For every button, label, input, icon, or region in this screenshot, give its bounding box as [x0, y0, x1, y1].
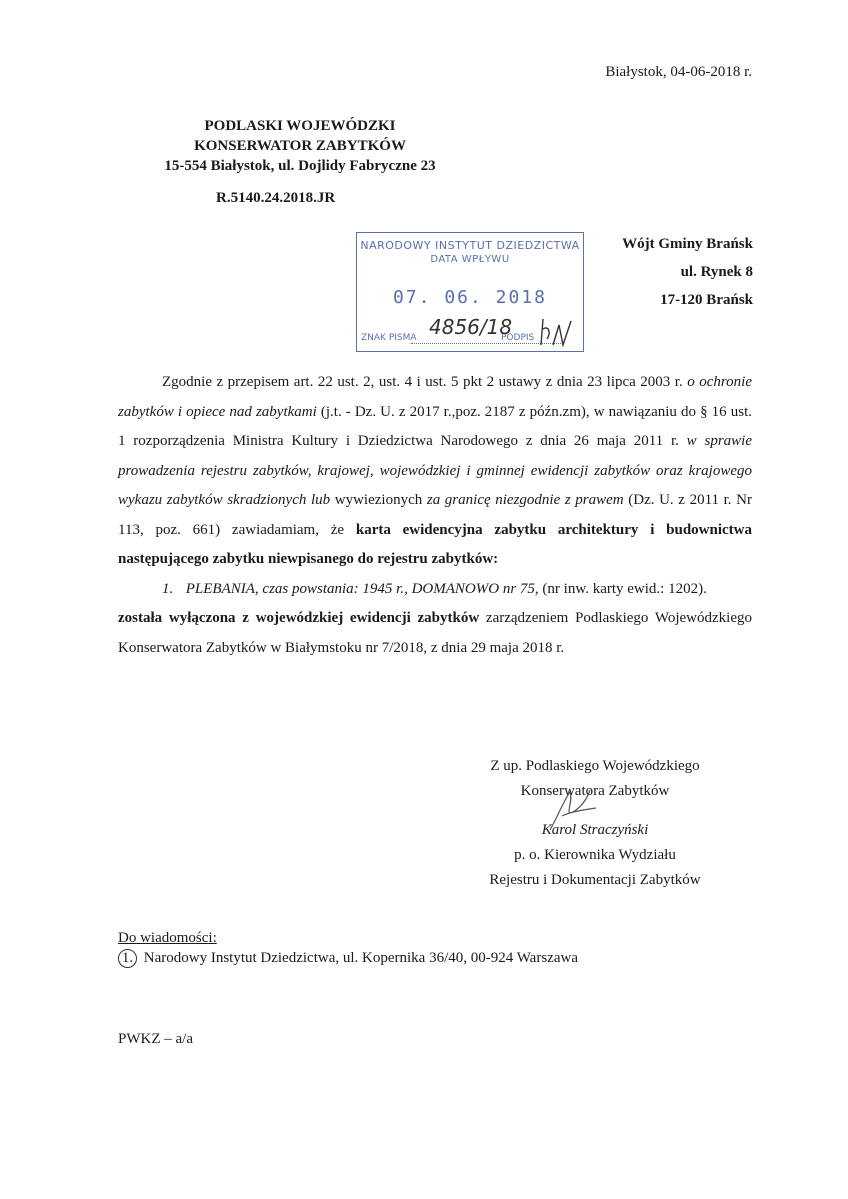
handwritten-signature — [540, 786, 610, 836]
signatory-position: p. o. Kierownika Wydziału — [514, 847, 676, 863]
signatory-department: Rejestru i Dokumentacji Zabytków — [489, 872, 701, 888]
cc-item-number: 1. — [118, 949, 137, 968]
cc-heading: Do wiadomości: — [118, 930, 217, 946]
stamp-znak-label: ZNAK PISMA — [361, 333, 417, 343]
stamp-subtitle: DATA WPŁYWU — [430, 254, 510, 265]
cc-list-item — [118, 948, 578, 968]
sender-address: 15-554 Białystok, ul. Dojlidy Fabryczne 23 — [164, 158, 436, 174]
reference-number: R.5140.24.2018.JR — [216, 190, 336, 206]
sender-block — [140, 116, 460, 176]
file-marker: PWKZ – a/a — [118, 1031, 193, 1047]
place-date: Białystok, 04-06-2018 r. — [605, 64, 752, 80]
stamp-podpis-label: PODPIS — [501, 333, 535, 343]
stamp-title: NARODOWY INSTYTUT DZIEDZICTWA — [360, 239, 580, 252]
stamp-date: 07. 06. 2018 — [392, 287, 548, 308]
signature-line1: Z up. Podlaskiego Wojewódzkiego — [490, 758, 700, 774]
sender-name-line1: PODLASKI WOJEWÓDZKI — [204, 118, 396, 134]
stamp-handwritten-number: 4856/18 — [429, 315, 513, 339]
recipient-block — [560, 230, 753, 314]
stamp-initials-scribble — [537, 315, 577, 349]
list-item: 1. PLEBANIA, czas powstania: 1945 r., DOMANOWO nr 75, (nr inw. karty ewid.: 1202). — [162, 580, 707, 597]
main-paragraph: Zgodnie z przepisem art. 22 ust. 2, ust. 4 i ust. 5 pkt 2 ustawy z dnia 23 lipca 2003 r. o ochronie zabytków i opiece nad zabytkami (j.t. - Dz. U. z 2017 r.,poz. 2187 z późn.zm), w nawiązaniu do § 16 ust. 1 rozporządzenia Ministra Kultury i Dziedzictwa Narodowego z dnia 26 maja 2011 r. w sprawie prowadzenia rejestru zabytków, krajowej, wojewódzkiej i gminnej ewidencji zabytków oraz krajowego wykazu zabytków skradzionych lub wywiezionych za granicę niezgodnie z prawem (Dz. U. z 2011 r. Nr 113, poz. 661) zawiadamiam, że karta ewidencyjna zabytku architektury i budownictwa następującego zabytku niewpisanego do rejestru zabytków: — [118, 374, 752, 567]
signatory-name: Karol Straczyński — [541, 822, 649, 838]
recipient-city: 17-120 Brańsk — [660, 292, 753, 308]
recipient-street: ul. Rynek 8 — [680, 264, 753, 280]
cc-item-text: Narodowy Instytut Dziedzictwa, ul. Kopernika 36/40, 00-924 Warszawa — [140, 950, 578, 966]
letter-body — [118, 368, 752, 663]
sender-name-line2: KONSERWATOR ZABYTKÓW — [194, 138, 406, 154]
closing-paragraph: została wyłączona z wojewódzkiej ewidencji zabytków zarządzeniem Podlaskiego Wojewódzkiego Konserwatora Zabytków w Białymstoku nr 7/2018, z dnia 29 maja 2018 r. — [118, 610, 752, 656]
recipient-name: Wójt Gminy Brańsk — [622, 236, 753, 252]
receipt-stamp — [356, 232, 584, 352]
signature-line2: Konserwatora Zabytków — [520, 783, 670, 799]
